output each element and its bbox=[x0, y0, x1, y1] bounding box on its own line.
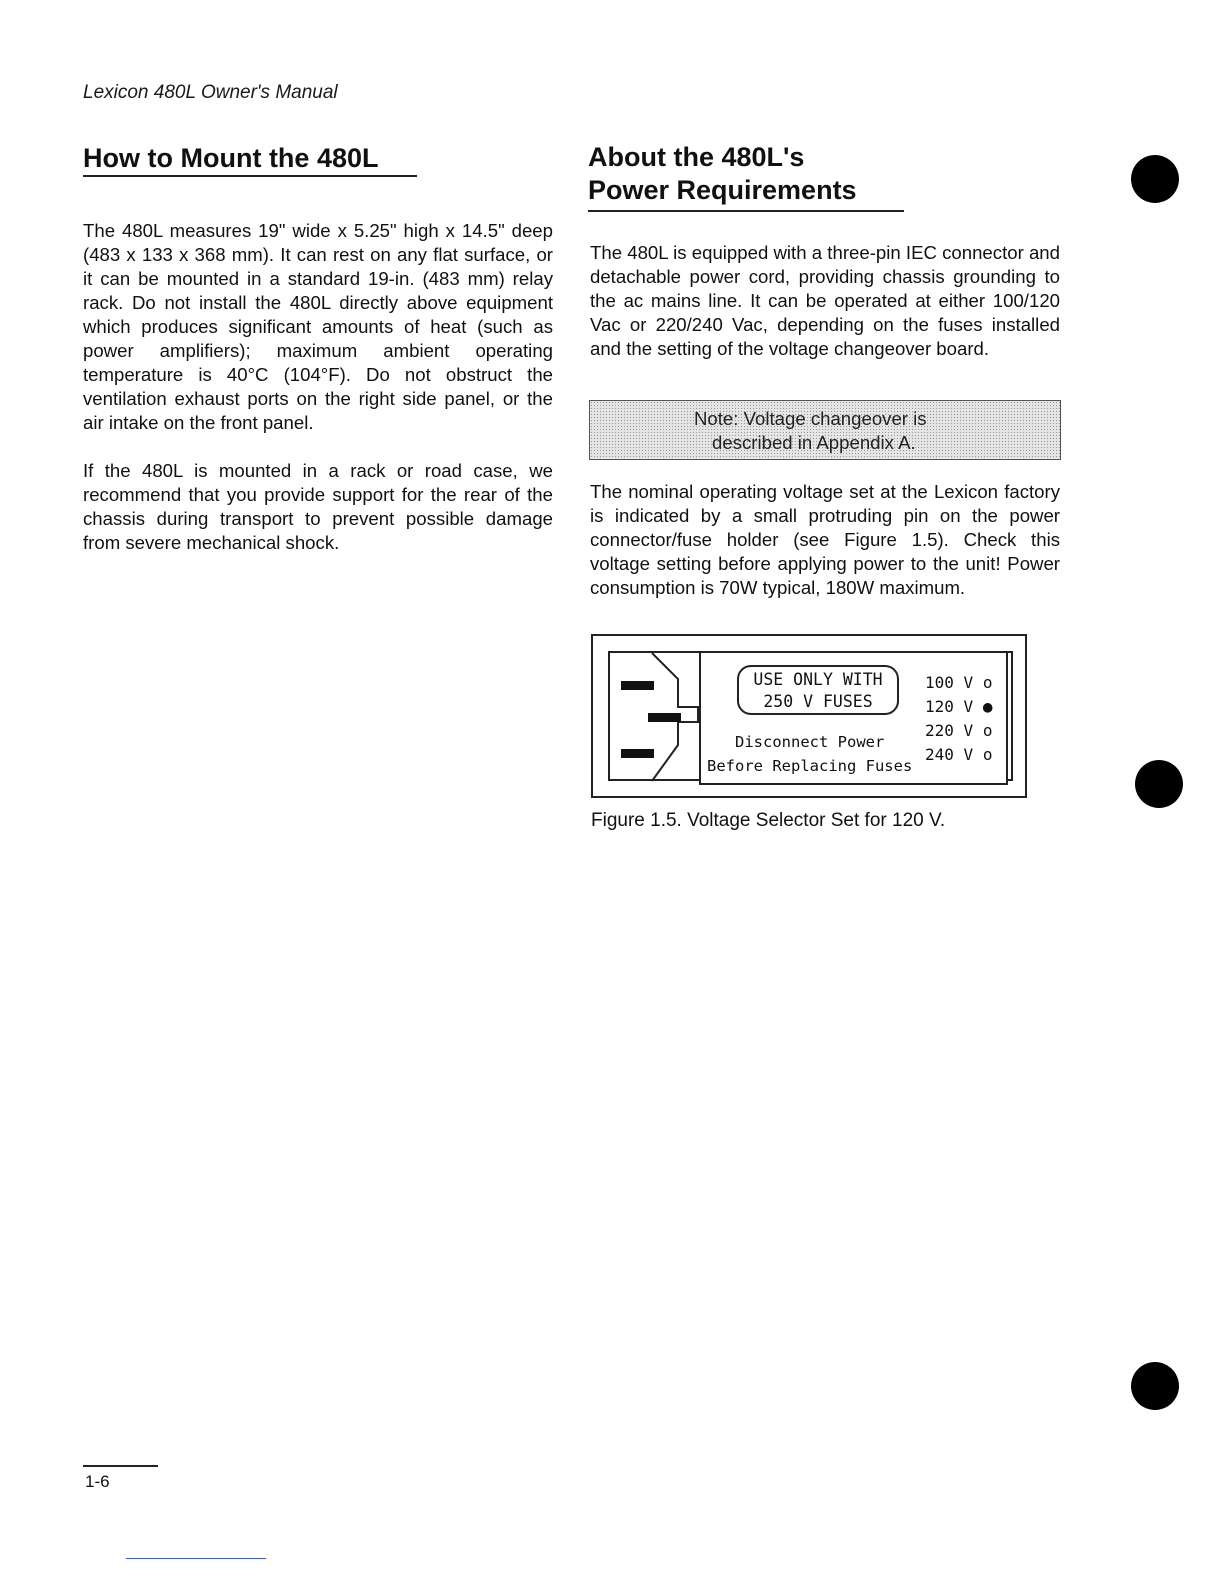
heading-power-line-2: Power Requirements bbox=[588, 175, 857, 205]
voltage-marker-120: ● bbox=[982, 697, 993, 716]
connector-pin-top bbox=[621, 681, 654, 690]
page-number: 1-6 bbox=[85, 1472, 110, 1491]
heading-underline-left bbox=[83, 175, 417, 177]
voltage-option-100: 100 V o bbox=[925, 673, 993, 692]
power-paragraph-1: The 480L is equipped with a three-pin IEC connector and detachable power cord, providing chassis grounding to the ac mains line. It can be operated at either 100/120 Vac or 220/240 Vac, depending on the fuses installed and the setting of the voltage changeover board. bbox=[590, 242, 1060, 359]
footer-rule bbox=[83, 1465, 158, 1467]
mount-paragraph-1: The 480L measures 19" wide x 5.25" high x 14.5" deep (483 x 133 x 368 mm). It can rest on any flat surface, or it can be mounted in a standard 19-in. (483 mm) relay rack. Do not install the 480L directly above equipment which produces significant amounts of heat (such as power amplifiers); maximum ambient operating temperature is 40°C (104°F). Do not obstruct the ventilation exhaust ports on the right side panel, or the air intake on the front panel. bbox=[83, 220, 553, 433]
figure-caption: Figure 1.5. Voltage Selector Set for 120 V. bbox=[591, 810, 946, 831]
voltage-option-120: 120 V ● bbox=[925, 697, 993, 716]
note-text-line-1: Voltage changeover is bbox=[743, 408, 927, 429]
connector-pin-bottom bbox=[621, 749, 654, 758]
heading-power-line-1: About the 480L's bbox=[588, 142, 805, 172]
voltage-marker-240: o bbox=[982, 745, 993, 764]
figure-voltage-selector bbox=[591, 634, 1027, 798]
fuse-warning-line-2: 250 V FUSES bbox=[763, 692, 873, 711]
voltage-marker-100: o bbox=[982, 673, 993, 692]
heading-how-to-mount: How to Mount the 480L bbox=[83, 143, 379, 173]
connector-pin-ground bbox=[648, 713, 681, 722]
binder-hole-bottom bbox=[1131, 1362, 1179, 1410]
running-header: Lexicon 480L Owner's Manual bbox=[83, 82, 338, 103]
mount-paragraph-2: If the 480L is mounted in a rack or road case, we recommend that you provide support for the rear of the chassis during transport to prevent possible damage from severe mechanical shock. bbox=[83, 460, 553, 553]
binder-hole-middle bbox=[1135, 760, 1183, 808]
fuse-warning-line-1: USE ONLY WITH bbox=[753, 670, 883, 689]
disconnect-line-1: Disconnect Power bbox=[735, 733, 885, 751]
binder-hole-top bbox=[1131, 155, 1179, 203]
fuse-warning bbox=[737, 665, 899, 715]
voltage-option-240: 240 V o bbox=[925, 745, 993, 764]
note-box bbox=[589, 400, 1061, 460]
bottom-edge-line bbox=[126, 1558, 266, 1559]
power-paragraph-2: The nominal operating voltage set at the Lexicon factory is indicated by a small protruding pin on the power connector/fuse holder (see Figure 1.5). Check this voltage setting before applying power to the unit! Power consumption is 70W typical, 180W maximum. bbox=[590, 481, 1060, 598]
voltage-marker-220: o bbox=[982, 721, 993, 740]
disconnect-line-2: Before Replacing Fuses bbox=[707, 757, 913, 775]
note-text-line-2: described in Appendix A. bbox=[712, 432, 916, 453]
voltage-option-220: 220 V o bbox=[925, 721, 993, 740]
fuse-label bbox=[699, 651, 1008, 785]
note-label: Note: bbox=[694, 408, 739, 429]
heading-underline-right bbox=[588, 210, 904, 212]
